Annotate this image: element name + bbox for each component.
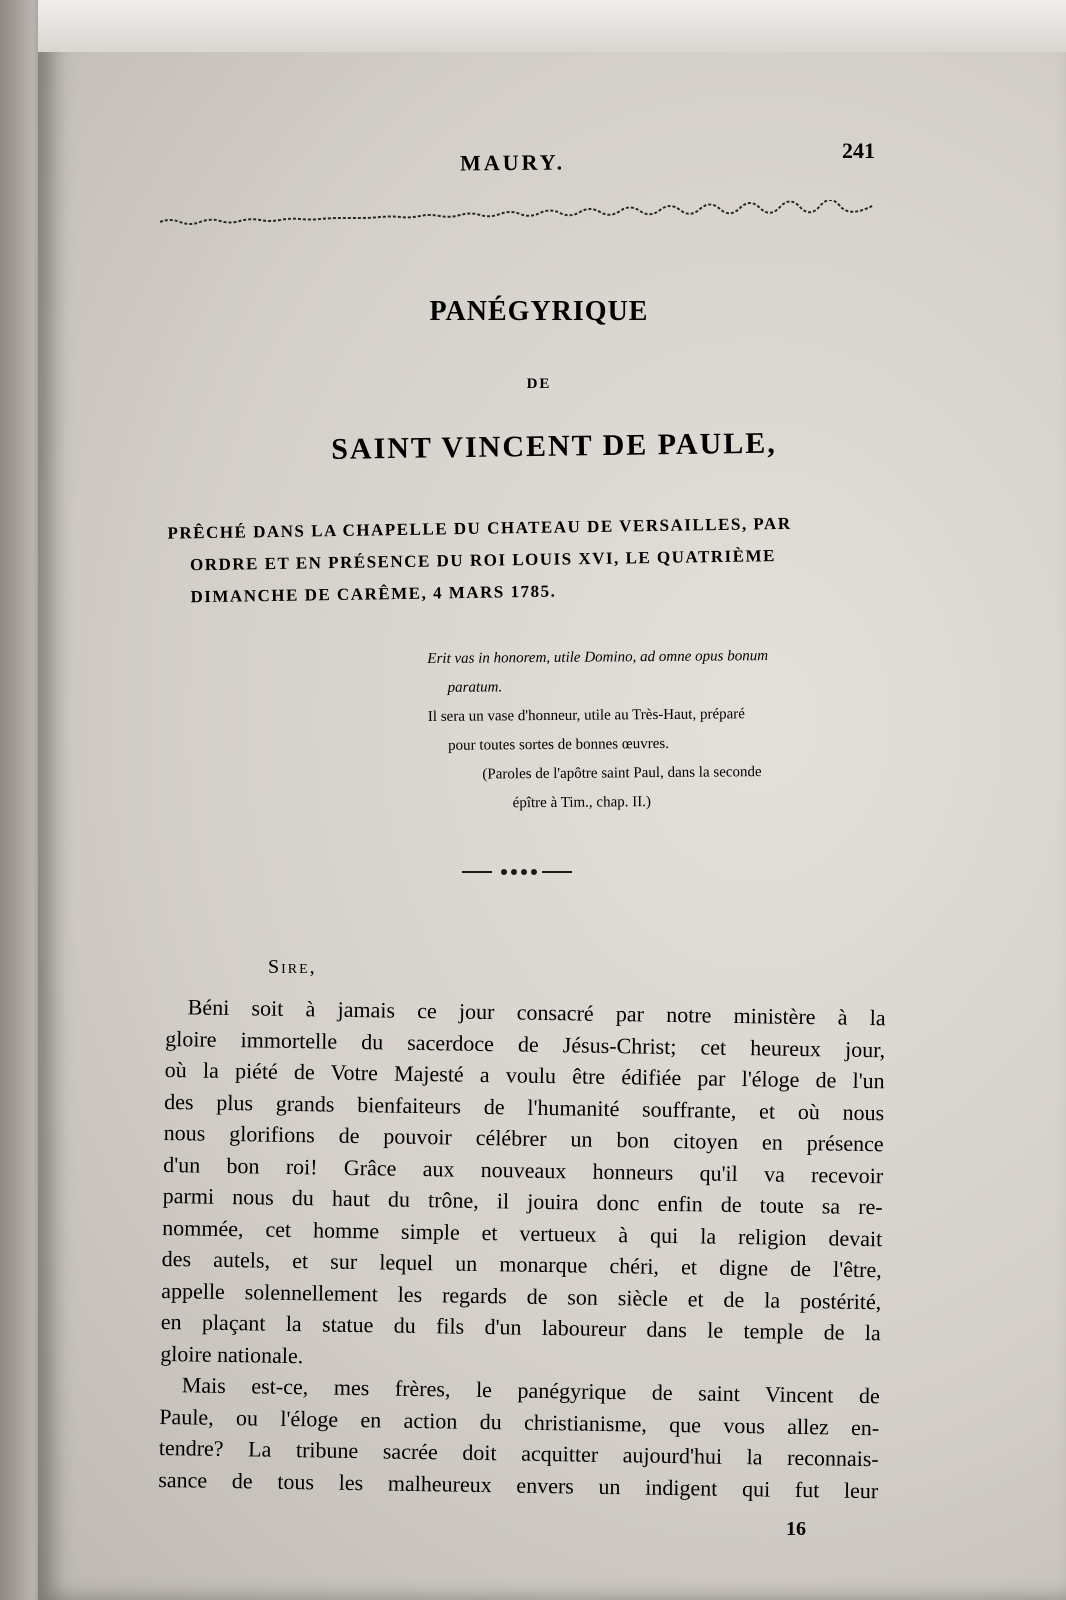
text-line-content: gloire immortelle du sacerdoce de Jésus-Christ; cet heureux jour, [165,1025,886,1062]
epigraph-latin: Erit vas in honorem, utile Domino, ad omne opus bonum [427,648,769,668]
subtitle-line: DIMANCHE DE CARÊME, 4 MARS 1785. [190,581,557,607]
text-line-content: tendre? La tribune sacrée doit acquitter aujourd'hui la reconnais- [158,1434,879,1472]
salutation: Sire, [268,956,317,978]
body-text [158,991,886,1506]
title-de: DE [526,376,552,392]
epigraph-french: pour toutes sortes de bonnes œuvres. [448,735,669,754]
subtitle-line: ORDRE ET EN PRÉSENCE DU ROI LOUIS XVI, LE QUATRIÈME [189,546,777,575]
text-line-content: Béni soit à jamais ce jour consacré par notre ministère à la [187,994,886,1031]
running-head: MAURY. [459,149,566,176]
signature-mark: 16 [786,1518,806,1540]
epigraph-source: épître à Tim., chap. II.) [512,794,652,812]
text-line-content: des autels, et sur lequel un monarque chéri, et digne de l'être, [161,1245,882,1283]
ornament-divider [462,862,572,882]
header-rule [160,200,874,226]
text-line-content: Mais est-ce, mes frères, le panégyrique de saint Vincent de [181,1372,880,1409]
subtitle-block [167,506,888,613]
title-panegyrique: PANÉGYRIQUE [429,296,649,327]
text-line-content: nommée, cet homme simple et vertueux à qui la religion devait [162,1214,883,1251]
page-top-edge [38,0,1066,52]
title-saint-vincent: SAINT VINCENT DE PAULE, [331,426,777,466]
epigraph-latin: paratum. [447,679,503,696]
subtitle-line: PRÊCHÉ DANS LA CHAPELLE DU CHATEAU DE VERSAILLES, PAR [167,513,792,543]
text-line-content: sance de tous les malheureux envers un indigent qui fut leur [158,1466,879,1503]
text-line-content: d'un bon roi! Grâce aux nouveaux honneurs qu'il va recevoir [163,1151,884,1188]
text-line-content: en plaçant la statue du fils d'un laboureur dans le temple de la [160,1308,881,1346]
epigraph-source: (Paroles de l'apôtre saint Paul, dans la seconde [482,764,762,783]
text-line-content: Paule, ou l'éloge en action du christianisme, que vous allez en- [159,1403,880,1440]
epigraph-french: Il sera un vase d'honneur, utile au Très-Haut, préparé [427,706,745,726]
page-number: 241 [842,138,875,163]
text-line-content: parmi nous du haut du trône, il jouira donc enfin de toute sa re- [162,1182,883,1220]
text-line-content: où la piété de Votre Majesté a voulu être édifiée par l'éloge de l'un [164,1056,885,1094]
text-line-content: appelle solennellement les regards de son siècle et de la postérité, [161,1277,882,1314]
epigraph [427,641,889,819]
text-line-content: des plus grands bienfaiteurs de l'humanité souffrante, et où nous [164,1088,885,1125]
text-line-content: nous glorifions de pouvoir célébrer un bon citoyen en présence [163,1119,884,1157]
text-line-content: gloire nationale. [160,1340,304,1368]
